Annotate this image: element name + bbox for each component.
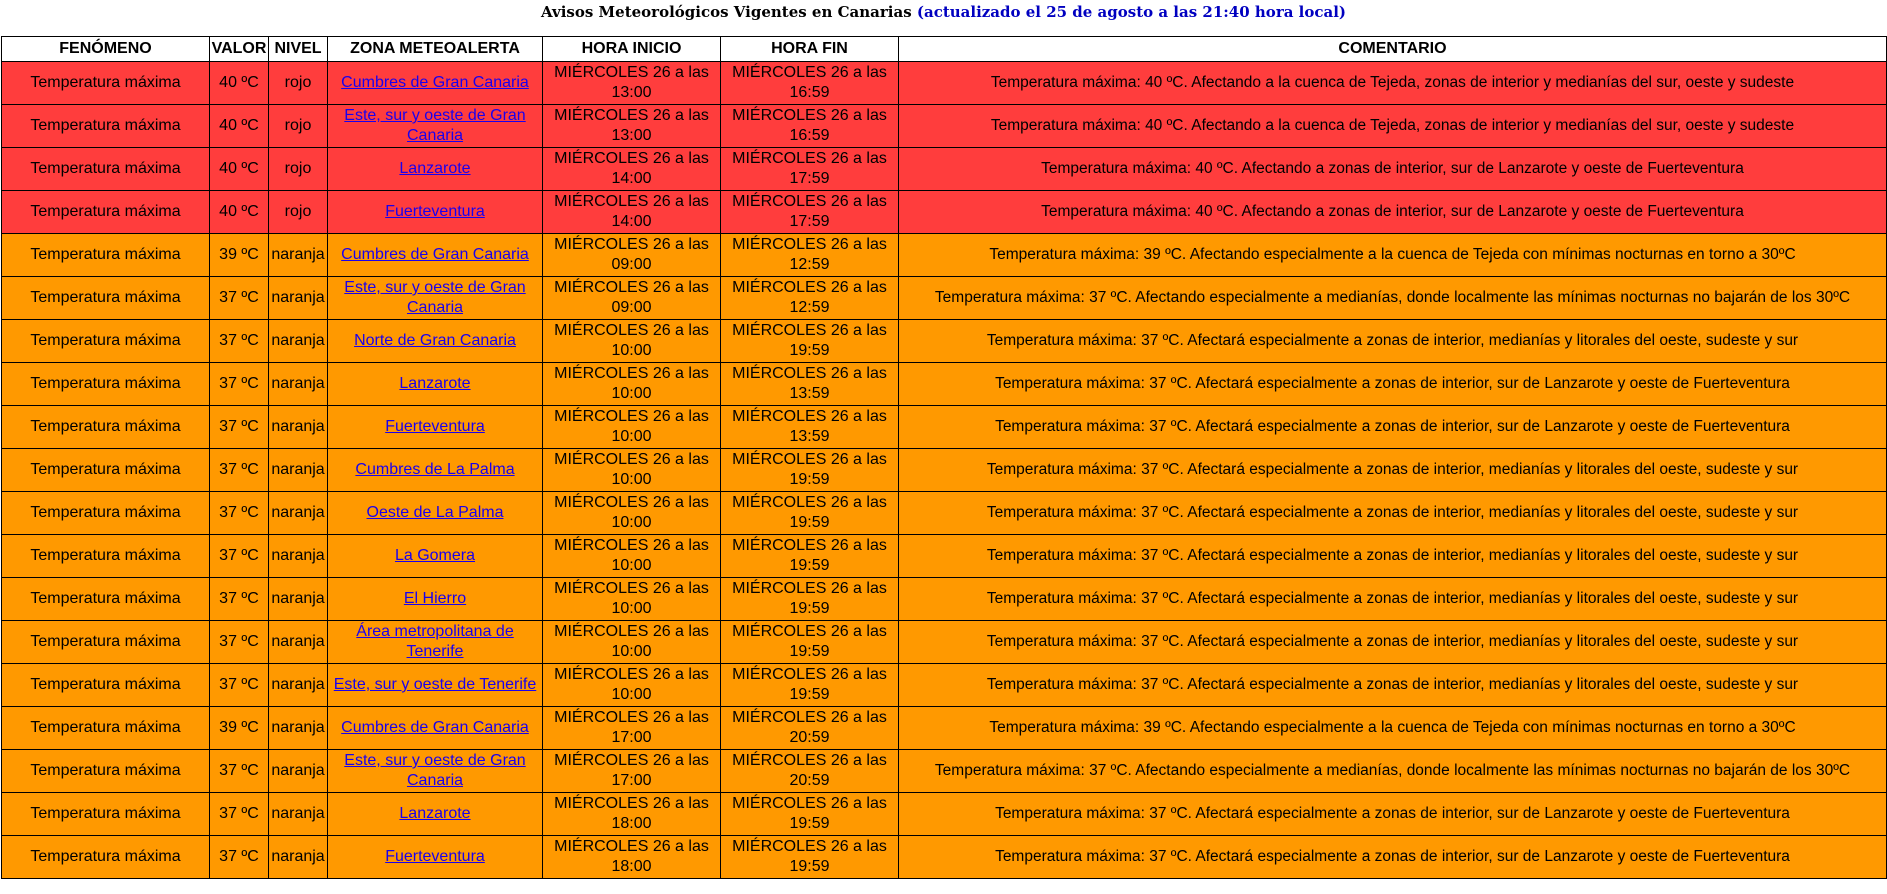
hora-inicio-cell: MIÉRCOLES 26 a las 13:00 — [543, 62, 721, 105]
nivel-cell: rojo — [269, 105, 328, 148]
title-updated: (actualizado el 25 de agosto a las 21:40 hora local) — [916, 3, 1347, 21]
zona-cell — [328, 148, 543, 191]
zona-link[interactable]: Fuerteventura — [385, 418, 485, 435]
header-hora-inicio: HORA INICIO — [543, 37, 721, 62]
nivel-cell: rojo — [269, 191, 328, 234]
comentario-cell: Temperatura máxima: 37 ºC. Afectará especialmente a zonas de interior, sur de Lanzarote y oeste de Fuerteventura — [899, 836, 1887, 879]
comentario-cell: Temperatura máxima: 37 ºC. Afectará especialmente a zonas de interior, medianías y litorales del oeste, sudeste y sur — [899, 621, 1887, 664]
table-row — [2, 406, 1887, 449]
header-zona: ZONA METEOALERTA — [328, 37, 543, 62]
hora-inicio-cell: MIÉRCOLES 26 a las 14:00 — [543, 191, 721, 234]
comentario-cell: Temperatura máxima: 37 ºC. Afectará especialmente a zonas de interior, medianías y litorales del oeste, sudeste y sur — [899, 449, 1887, 492]
zona-cell — [328, 707, 543, 750]
table-row — [2, 363, 1887, 406]
zona-link[interactable]: Área metropolitana de Tenerife — [356, 623, 514, 660]
hora-inicio-cell: MIÉRCOLES 26 a las 10:00 — [543, 621, 721, 664]
zona-link[interactable]: Norte de Gran Canaria — [354, 332, 516, 349]
comentario-cell: Temperatura máxima: 40 ºC. Afectando a zonas de interior, sur de Lanzarote y oeste de Fuerteventura — [899, 191, 1887, 234]
zona-cell — [328, 836, 543, 879]
hora-inicio-cell: MIÉRCOLES 26 a las 17:00 — [543, 750, 721, 793]
comentario-cell: Temperatura máxima: 39 ºC. Afectando especialmente a la cuenca de Tejeda con mínimas nocturnas en torno a 30ºC — [899, 707, 1887, 750]
valor-cell: 37 ºC — [210, 363, 269, 406]
valor-cell: 39 ºC — [210, 234, 269, 277]
nivel-cell: naranja — [269, 707, 328, 750]
zona-cell — [328, 234, 543, 277]
zona-link[interactable]: Este, sur y oeste de Gran Canaria — [344, 107, 526, 144]
fenomeno-cell: Temperatura máxima — [2, 535, 210, 578]
comentario-cell: Temperatura máxima: 37 ºC. Afectará especialmente a zonas de interior, sur de Lanzarote y oeste de Fuerteventura — [899, 793, 1887, 836]
hora-inicio-cell: MIÉRCOLES 26 a las 10:00 — [543, 535, 721, 578]
header-hora-fin: HORA FIN — [721, 37, 899, 62]
hora-fin-cell: MIÉRCOLES 26 a las 13:59 — [721, 406, 899, 449]
zona-cell — [328, 793, 543, 836]
fenomeno-cell: Temperatura máxima — [2, 836, 210, 879]
comentario-cell: Temperatura máxima: 37 ºC. Afectará especialmente a zonas de interior, sur de Lanzarote y oeste de Fuerteventura — [899, 363, 1887, 406]
nivel-cell: naranja — [269, 406, 328, 449]
nivel-cell: naranja — [269, 492, 328, 535]
zona-cell — [328, 578, 543, 621]
hora-fin-cell: MIÉRCOLES 26 a las 19:59 — [721, 664, 899, 707]
zona-cell — [328, 750, 543, 793]
hora-fin-cell: MIÉRCOLES 26 a las 17:59 — [721, 191, 899, 234]
hora-fin-cell: MIÉRCOLES 26 a las 19:59 — [721, 578, 899, 621]
table-row — [2, 793, 1887, 836]
hora-inicio-cell: MIÉRCOLES 26 a las 10:00 — [543, 449, 721, 492]
hora-fin-cell: MIÉRCOLES 26 a las 19:59 — [721, 621, 899, 664]
hora-fin-cell: MIÉRCOLES 26 a las 19:59 — [721, 793, 899, 836]
hora-inicio-cell: MIÉRCOLES 26 a las 18:00 — [543, 793, 721, 836]
comentario-cell: Temperatura máxima: 40 ºC. Afectando a la cuenca de Tejeda, zonas de interior y medianías del sur, oeste y sudeste — [899, 62, 1887, 105]
valor-cell: 37 ºC — [210, 836, 269, 879]
header-nivel: NIVEL — [269, 37, 328, 62]
nivel-cell: naranja — [269, 621, 328, 664]
table-row — [2, 105, 1887, 148]
hora-inicio-cell: MIÉRCOLES 26 a las 17:00 — [543, 707, 721, 750]
hora-fin-cell: MIÉRCOLES 26 a las 19:59 — [721, 535, 899, 578]
valor-cell: 37 ºC — [210, 750, 269, 793]
hora-inicio-cell: MIÉRCOLES 26 a las 10:00 — [543, 492, 721, 535]
hora-inicio-cell: MIÉRCOLES 26 a las 18:00 — [543, 836, 721, 879]
nivel-cell: naranja — [269, 793, 328, 836]
table-row — [2, 750, 1887, 793]
fenomeno-cell: Temperatura máxima — [2, 449, 210, 492]
hora-fin-cell: MIÉRCOLES 26 a las 12:59 — [721, 234, 899, 277]
hora-fin-cell: MIÉRCOLES 26 a las 19:59 — [721, 320, 899, 363]
valor-cell: 37 ºC — [210, 578, 269, 621]
fenomeno-cell: Temperatura máxima — [2, 320, 210, 363]
nivel-cell: naranja — [269, 449, 328, 492]
zona-link[interactable]: Cumbres de La Palma — [355, 461, 515, 478]
zona-cell — [328, 449, 543, 492]
table-row — [2, 664, 1887, 707]
table-row — [2, 578, 1887, 621]
fenomeno-cell: Temperatura máxima — [2, 191, 210, 234]
nivel-cell: naranja — [269, 320, 328, 363]
nivel-cell: rojo — [269, 62, 328, 105]
table-header-row — [2, 37, 1887, 62]
comentario-cell: Temperatura máxima: 39 ºC. Afectando especialmente a la cuenca de Tejeda con mínimas nocturnas en torno a 30ºC — [899, 234, 1887, 277]
hora-fin-cell: MIÉRCOLES 26 a las 20:59 — [721, 707, 899, 750]
valor-cell: 37 ºC — [210, 277, 269, 320]
table-row — [2, 707, 1887, 750]
hora-fin-cell: MIÉRCOLES 26 a las 17:59 — [721, 148, 899, 191]
hora-inicio-cell: MIÉRCOLES 26 a las 10:00 — [543, 363, 721, 406]
fenomeno-cell: Temperatura máxima — [2, 105, 210, 148]
zona-link[interactable]: Fuerteventura — [385, 848, 485, 865]
valor-cell: 37 ºC — [210, 320, 269, 363]
zona-link[interactable]: Lanzarote — [399, 805, 471, 822]
table-row — [2, 234, 1887, 277]
comentario-cell: Temperatura máxima: 37 ºC. Afectando especialmente a medianías, donde localmente las mínimas nocturnas no bajarán de los 30ºC — [899, 750, 1887, 793]
fenomeno-cell: Temperatura máxima — [2, 578, 210, 621]
page-title — [0, 0, 1887, 37]
hora-inicio-cell: MIÉRCOLES 26 a las 09:00 — [543, 234, 721, 277]
hora-fin-cell: MIÉRCOLES 26 a las 19:59 — [721, 492, 899, 535]
nivel-cell: naranja — [269, 664, 328, 707]
comentario-cell: Temperatura máxima: 37 ºC. Afectará especialmente a zonas de interior, medianías y litorales del oeste, sudeste y sur — [899, 664, 1887, 707]
valor-cell: 37 ºC — [210, 664, 269, 707]
hora-fin-cell: MIÉRCOLES 26 a las 16:59 — [721, 105, 899, 148]
fenomeno-cell: Temperatura máxima — [2, 707, 210, 750]
fenomeno-cell: Temperatura máxima — [2, 234, 210, 277]
hora-inicio-cell: MIÉRCOLES 26 a las 09:00 — [543, 277, 721, 320]
table-row — [2, 191, 1887, 234]
valor-cell: 40 ºC — [210, 105, 269, 148]
hora-inicio-cell: MIÉRCOLES 26 a las 10:00 — [543, 320, 721, 363]
table-row — [2, 535, 1887, 578]
zona-link[interactable]: Lanzarote — [399, 375, 471, 392]
hora-inicio-cell: MIÉRCOLES 26 a las 10:00 — [543, 578, 721, 621]
zona-link[interactable]: El Hierro — [403, 590, 467, 607]
zona-link[interactable]: Cumbres de Gran Canaria — [341, 246, 529, 263]
hora-fin-cell: MIÉRCOLES 26 a las 13:59 — [721, 363, 899, 406]
valor-cell: 37 ºC — [210, 449, 269, 492]
table-row — [2, 492, 1887, 535]
hora-inicio-cell: MIÉRCOLES 26 a las 14:00 — [543, 148, 721, 191]
hora-fin-cell: MIÉRCOLES 26 a las 12:59 — [721, 277, 899, 320]
fenomeno-cell: Temperatura máxima — [2, 406, 210, 449]
valor-cell: 37 ºC — [210, 406, 269, 449]
fenomeno-cell: Temperatura máxima — [2, 621, 210, 664]
valor-cell: 37 ºC — [210, 621, 269, 664]
valor-cell: 39 ºC — [210, 707, 269, 750]
valor-cell: 37 ºC — [210, 793, 269, 836]
zona-link[interactable]: La Gomera — [394, 547, 476, 564]
valor-cell: 40 ºC — [210, 148, 269, 191]
zona-cell — [328, 621, 543, 664]
zona-cell — [328, 105, 543, 148]
comentario-cell: Temperatura máxima: 40 ºC. Afectando a zonas de interior, sur de Lanzarote y oeste de Fuerteventura — [899, 148, 1887, 191]
valor-cell: 37 ºC — [210, 492, 269, 535]
nivel-cell: naranja — [269, 750, 328, 793]
zona-link[interactable]: Lanzarote — [399, 160, 471, 177]
zona-cell — [328, 320, 543, 363]
nivel-cell: naranja — [269, 363, 328, 406]
hora-fin-cell: MIÉRCOLES 26 a las 19:59 — [721, 449, 899, 492]
comentario-cell: Temperatura máxima: 40 ºC. Afectando a la cuenca de Tejeda, zonas de interior y medianías del sur, oeste y sudeste — [899, 105, 1887, 148]
comentario-cell: Temperatura máxima: 37 ºC. Afectará especialmente a zonas de interior, medianías y litorales del oeste, sudeste y sur — [899, 578, 1887, 621]
nivel-cell: naranja — [269, 578, 328, 621]
hora-fin-cell: MIÉRCOLES 26 a las 20:59 — [721, 750, 899, 793]
valor-cell: 40 ºC — [210, 191, 269, 234]
fenomeno-cell: Temperatura máxima — [2, 664, 210, 707]
hora-inicio-cell: MIÉRCOLES 26 a las 10:00 — [543, 406, 721, 449]
fenomeno-cell: Temperatura máxima — [2, 750, 210, 793]
header-comentario: COMENTARIO — [899, 37, 1887, 62]
title-main: Avisos Meteorológicos Vigentes en Canarias — [540, 3, 912, 21]
table-row — [2, 320, 1887, 363]
zona-link[interactable]: Oeste de La Palma — [366, 504, 504, 521]
table-row — [2, 148, 1887, 191]
hora-inicio-cell: MIÉRCOLES 26 a las 10:00 — [543, 664, 721, 707]
hora-inicio-cell: MIÉRCOLES 26 a las 13:00 — [543, 105, 721, 148]
nivel-cell: naranja — [269, 535, 328, 578]
table-row — [2, 621, 1887, 664]
fenomeno-cell: Temperatura máxima — [2, 148, 210, 191]
hora-fin-cell: MIÉRCOLES 26 a las 16:59 — [721, 62, 899, 105]
comentario-cell: Temperatura máxima: 37 ºC. Afectará especialmente a zonas de interior, sur de Lanzarote y oeste de Fuerteventura — [899, 406, 1887, 449]
nivel-cell: naranja — [269, 277, 328, 320]
table-row — [2, 836, 1887, 879]
comentario-cell: Temperatura máxima: 37 ºC. Afectará especialmente a zonas de interior, medianías y litorales del oeste, sudeste y sur — [899, 320, 1887, 363]
fenomeno-cell: Temperatura máxima — [2, 62, 210, 105]
zona-cell — [328, 492, 543, 535]
nivel-cell: rojo — [269, 148, 328, 191]
valor-cell: 37 ºC — [210, 535, 269, 578]
comentario-cell: Temperatura máxima: 37 ºC. Afectará especialmente a zonas de interior, medianías y litorales del oeste, sudeste y sur — [899, 535, 1887, 578]
fenomeno-cell: Temperatura máxima — [2, 793, 210, 836]
zona-cell — [328, 406, 543, 449]
zona-link[interactable]: Fuerteventura — [385, 203, 485, 220]
zona-cell — [328, 62, 543, 105]
fenomeno-cell: Temperatura máxima — [2, 277, 210, 320]
warnings-table — [1, 36, 1887, 879]
zona-link[interactable]: Cumbres de Gran Canaria — [341, 719, 529, 736]
zona-cell — [328, 535, 543, 578]
hora-fin-cell: MIÉRCOLES 26 a las 19:59 — [721, 836, 899, 879]
table-row — [2, 62, 1887, 105]
zona-link[interactable]: Este, sur y oeste de Gran Canaria — [344, 279, 526, 316]
zona-cell — [328, 363, 543, 406]
comentario-cell: Temperatura máxima: 37 ºC. Afectando especialmente a medianías, donde localmente las mínimas nocturnas no bajarán de los 30ºC — [899, 277, 1887, 320]
zona-cell — [328, 191, 543, 234]
fenomeno-cell: Temperatura máxima — [2, 363, 210, 406]
zona-cell — [328, 664, 543, 707]
zona-cell — [328, 277, 543, 320]
valor-cell: 40 ºC — [210, 62, 269, 105]
comentario-cell: Temperatura máxima: 37 ºC. Afectará especialmente a zonas de interior, medianías y litorales del oeste, sudeste y sur — [899, 492, 1887, 535]
zona-link[interactable]: Este, sur y oeste de Gran Canaria — [344, 752, 526, 789]
nivel-cell: naranja — [269, 836, 328, 879]
zona-link[interactable]: Cumbres de Gran Canaria — [341, 74, 529, 91]
header-fenomeno: FENÓMENO — [2, 37, 210, 62]
table-row — [2, 277, 1887, 320]
fenomeno-cell: Temperatura máxima — [2, 492, 210, 535]
zona-link[interactable]: Este, sur y oeste de Tenerife — [333, 676, 537, 693]
nivel-cell: naranja — [269, 234, 328, 277]
table-row — [2, 449, 1887, 492]
header-valor: VALOR — [210, 37, 269, 62]
